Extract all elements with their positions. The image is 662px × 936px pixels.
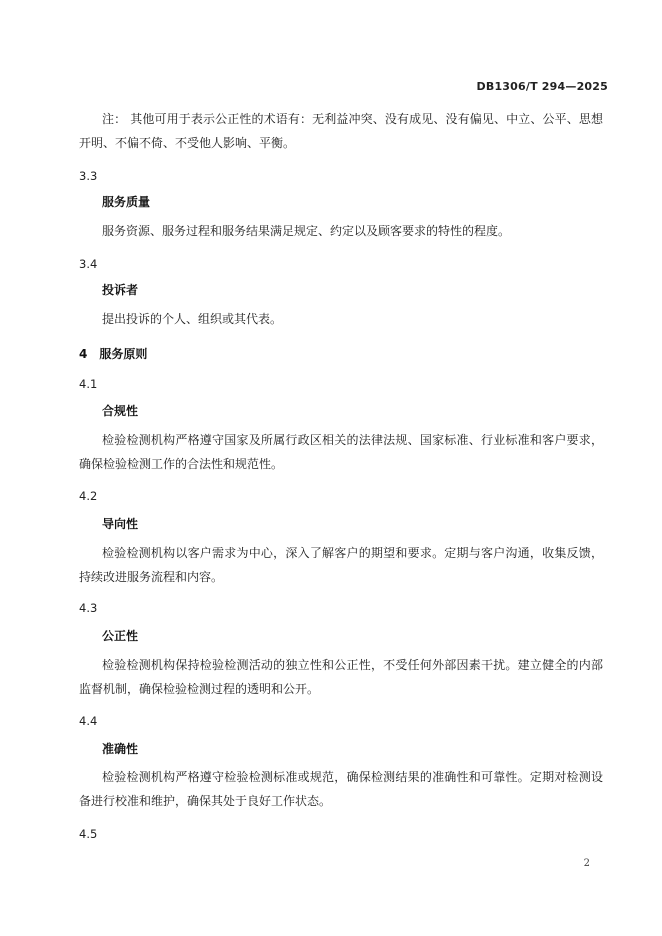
principle-title: 准确性 [102,742,139,756]
term-definition: 提出投诉的个人、组织或其代表。 [102,312,283,326]
principle-text: 检验检测机构以客户需求为中心，深入了解客户的期望和要求。定期与客户沟通，收集反馈，持续改进服务流程和内容。 [79,546,603,584]
section-number: 3.3 [79,169,98,183]
section-number: 4.4 [79,714,98,728]
principle-text: 检验检测机构严格遵守国家及所属行政区相关的法律法规、国家标准、行业标准和客户要求，确保检验检测工作的合法性和规范性。 [79,433,603,471]
principle-text: 检验检测机构保持检验检测活动的独立性和公正性，不受任何外部因素干扰。建立健全的内部监督机制，确保检验检测过程的透明和公开。 [79,658,603,696]
term-definition: 服务资源、服务过程和服务结果满足规定、约定以及顾客要求的特性的程度。 [102,224,511,238]
chapter-title: 服务原则 [99,347,148,361]
standard-code: DB1306/T 294—2025 [476,80,608,93]
principle-text: 检验检测机构严格遵守检验检测标准或规范，确保检测结果的准确性和可靠性。定期对检测设备进行校准和维护，确保其处于良好工作状态。 [79,770,603,808]
chapter-number: 4 [79,347,88,361]
page-number: 2 [583,858,590,869]
section-number: 3.4 [79,257,98,271]
section-number: 4.2 [79,489,98,503]
chapter-heading [79,345,147,362]
term-title: 投诉者 [102,283,139,297]
principle-title: 合规性 [102,404,139,418]
section-number: 4.5 [79,827,98,841]
note-paragraph: 注： 其他可用于表示公正性的术语有：无利益冲突、没有成见、没有偏见、中立、公平、思想开明、不偏不倚、不受他人影响、平衡。 [79,112,603,150]
principle-title: 导向性 [102,517,139,531]
term-title: 服务质量 [102,195,151,209]
section-number: 4.1 [79,377,98,391]
section-number: 4.3 [79,601,98,615]
principle-title: 公正性 [102,629,139,643]
